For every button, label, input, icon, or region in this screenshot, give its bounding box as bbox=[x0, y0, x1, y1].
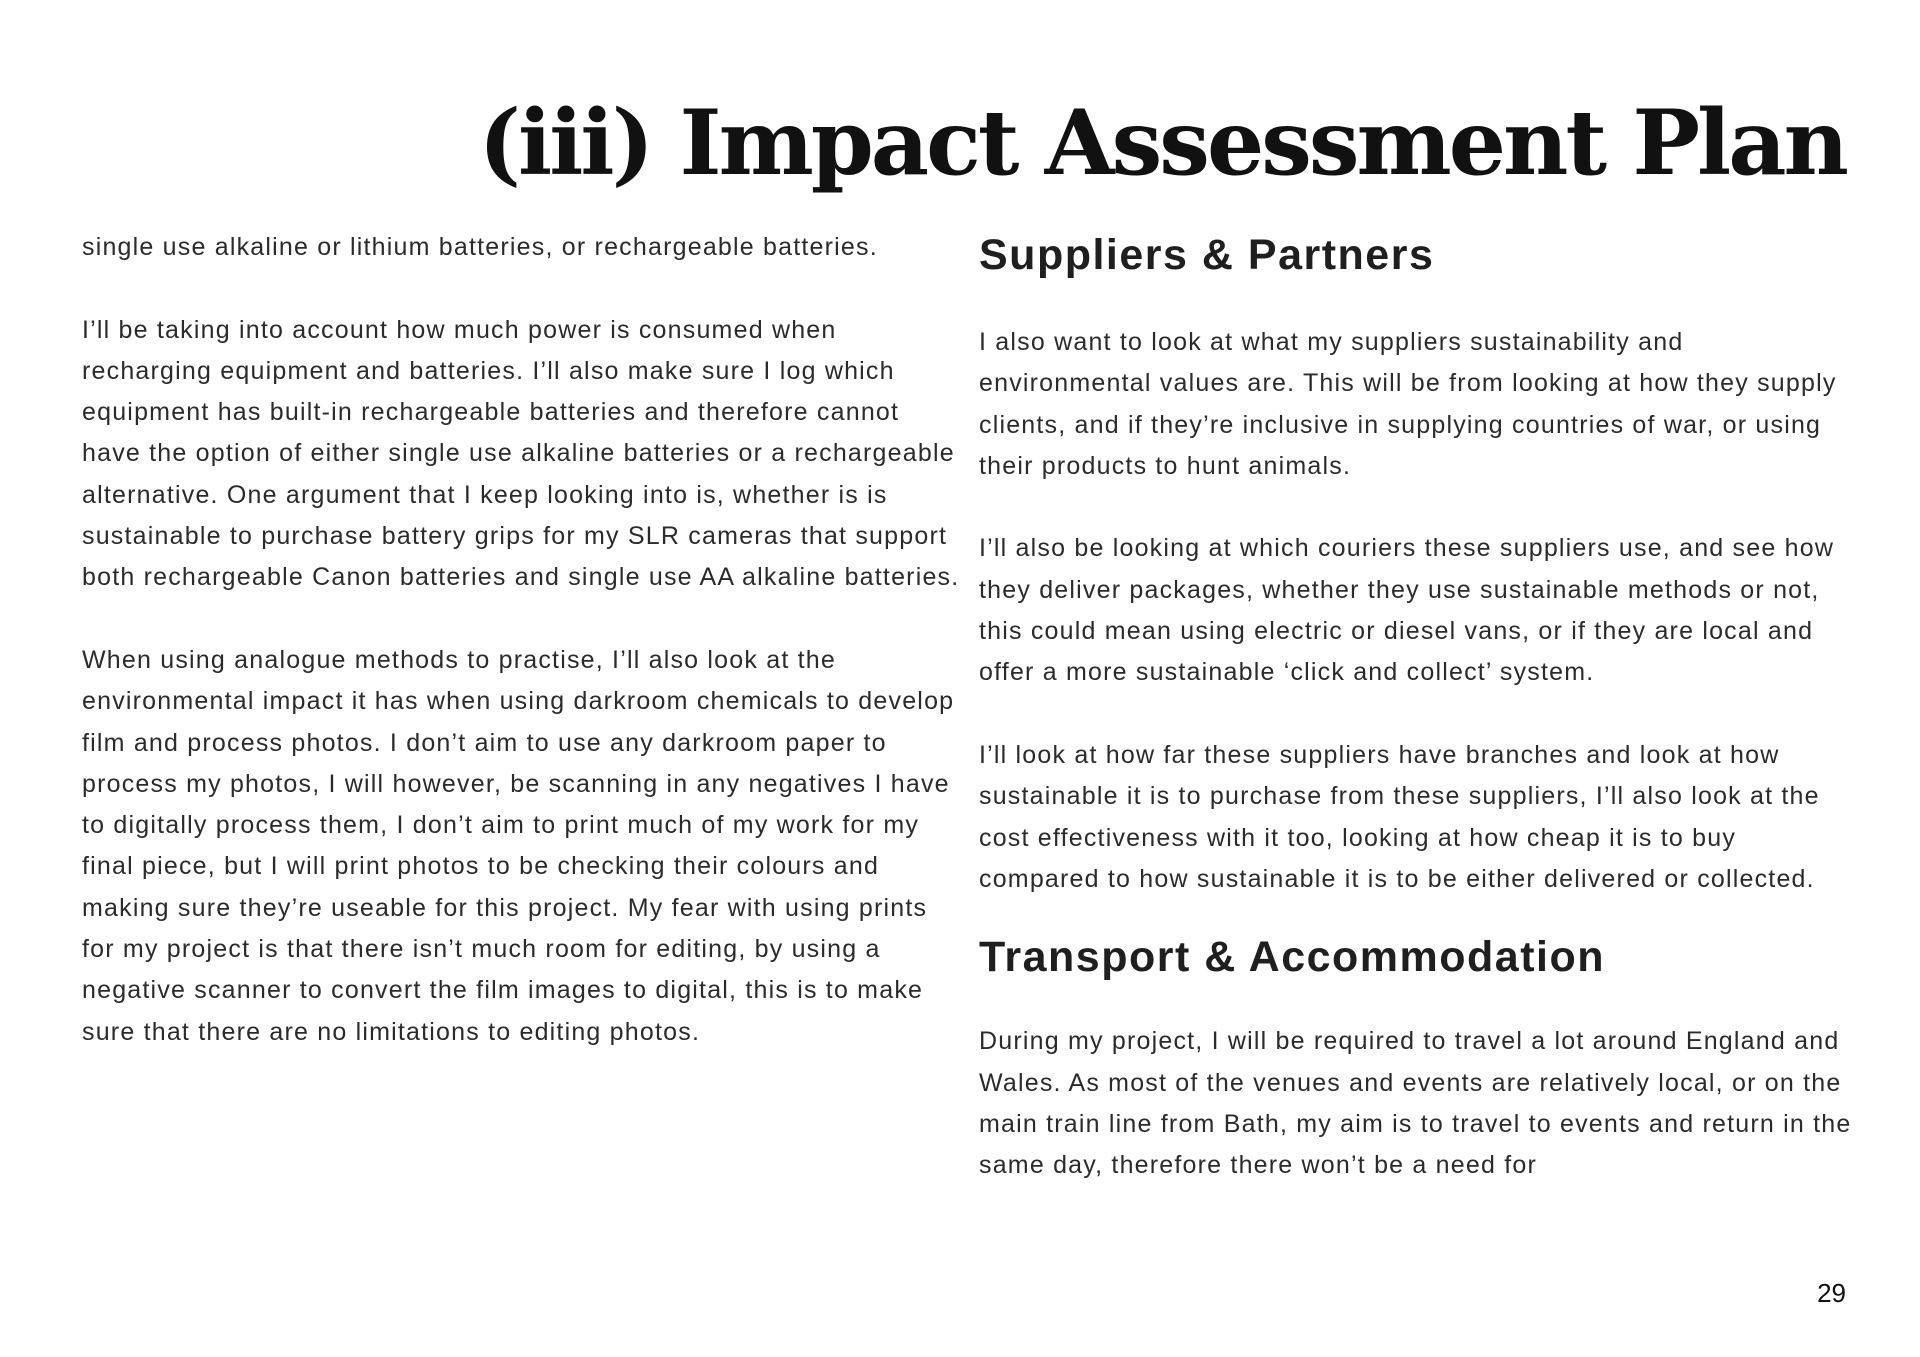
page-number: 29 bbox=[1817, 1278, 1846, 1308]
body-paragraph: I also want to look at what my suppliers sustainability and environmental values are. This will be from looking at how they supply clients, and if they’re inclusive in supplying countries of war, or using their products to hunt animals. bbox=[979, 328, 1837, 480]
body-paragraph: I’ll be taking into account how much power is consumed when recharging equipment and batteries. I’ll also make sure I log which equipment has built-in rechargeable batteries and therefore cannot have the option of either single use alkaline batteries or a rechargeable alternative. One argument that I keep looking into is, whether is is sustainable to purchase battery grips for my SLR cameras that support both rechargeable Canon batteries and single use AA alkaline batteries. bbox=[82, 315, 960, 592]
body-paragraph: I’ll look at how far these suppliers have branches and look at how sustainable it is to purchase from these suppliers, I’ll also look at the cost effectiveness with it too, looking at how cheap it is to buy compared to how sustainable it is to be either delivered or collected. bbox=[979, 740, 1820, 893]
suppliers-heading: Suppliers & Partners bbox=[979, 231, 1435, 279]
body-paragraph: single use alkaline or lithium batteries, or rechargeable batteries. bbox=[82, 233, 878, 261]
page-title: (iii) Impact Assessment Plan bbox=[478, 90, 1846, 196]
body-paragraph: I’ll also be looking at which couriers these suppliers use, and see how they deliver packages, whether they use sustainable methods or not, this could mean using electric or diesel vans, or if they are local and offer a more sustainable ‘click and collect’ system. bbox=[979, 534, 1835, 687]
body-paragraph: When using analogue methods to practise, I’ll also look at the environmental impact it has when using darkroom chemicals to develop film and process photos. I don’t aim to use any darkroom paper to process my photos, I will however, be scanning in any negatives I have to digitally process them, I don’t aim to print much of my work for my final piece, but I will print photos to be checking their colours and making sure they’re useable for this project. My fear with using prints for my project is that there isn’t much room for editing, by using a negative scanner to convert the film images to digital, this is to make sure that there are no limitations to editing photos. bbox=[82, 645, 955, 1046]
body-paragraph: During my project, I will be required to travel a lot around England and Wales. As most of the venues and events are relatively local, or on the main train line from Bath, my aim is to travel to events and return in the same day, therefore there won’t be a need for bbox=[979, 1027, 1852, 1180]
transport-heading: Transport & Accommodation bbox=[979, 933, 1606, 982]
right-column bbox=[979, 227, 1859, 1228]
left-column bbox=[82, 227, 962, 1094]
